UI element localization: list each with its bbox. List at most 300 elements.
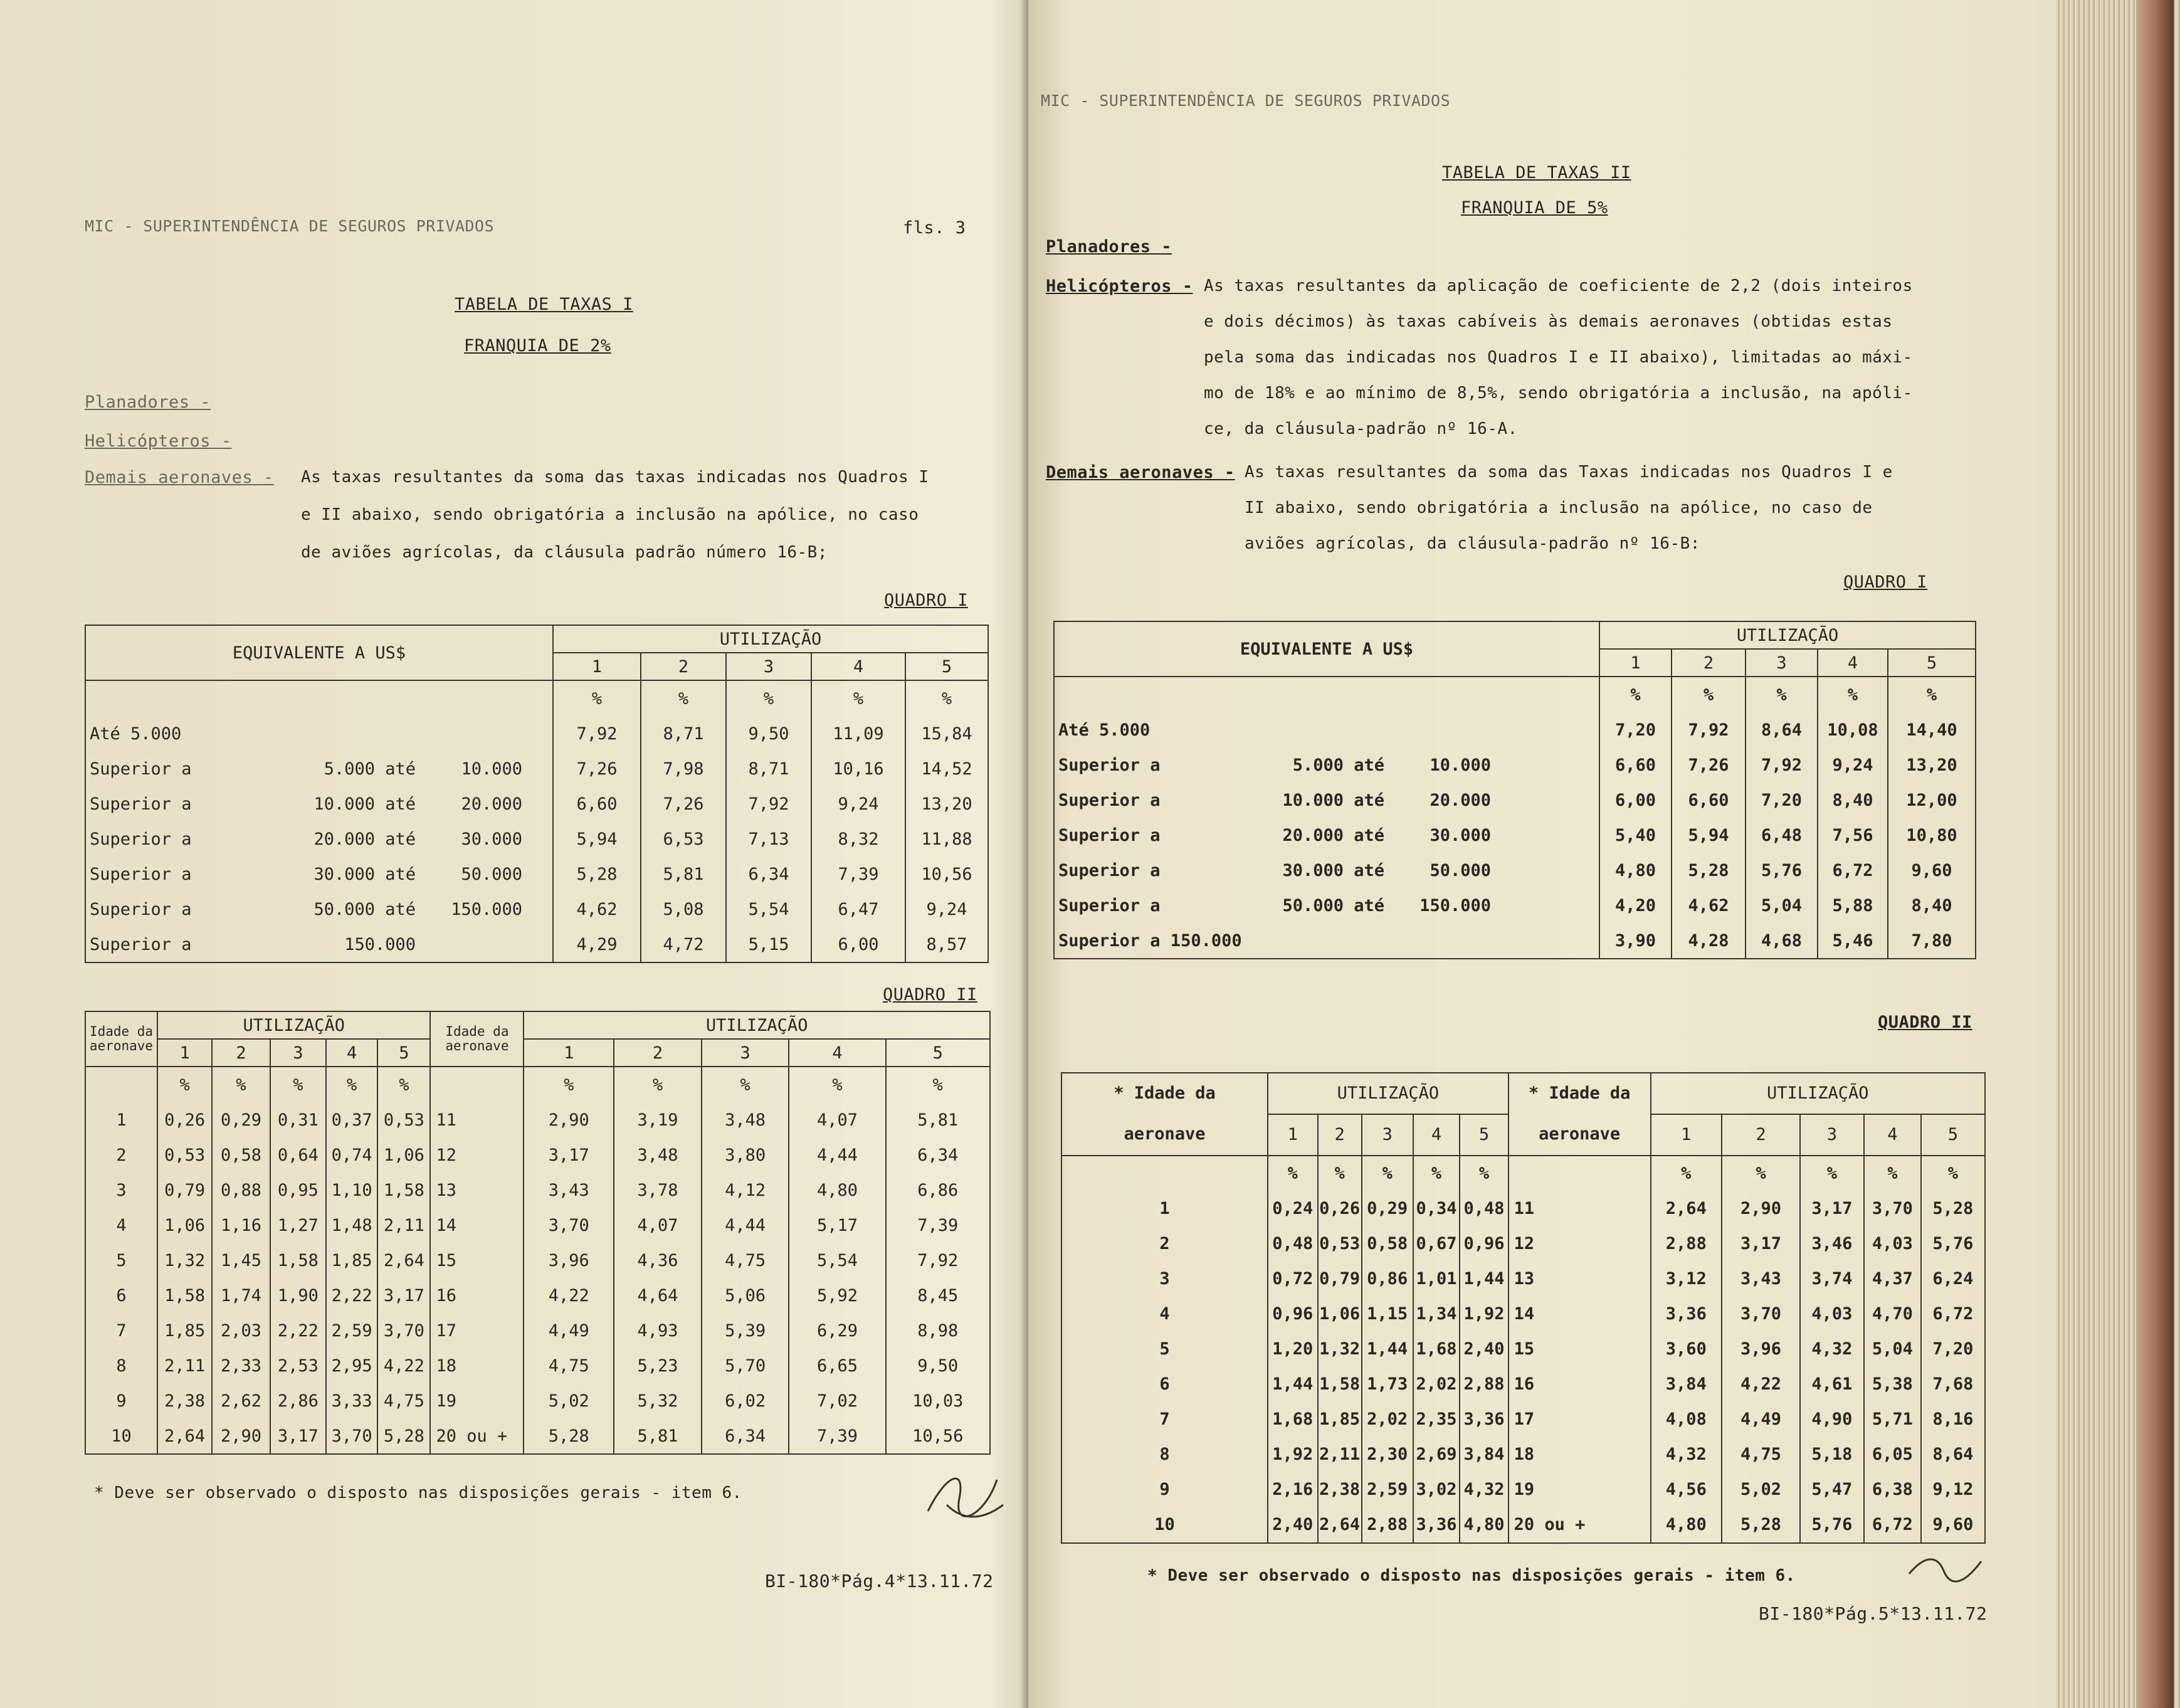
- book-cover-edge: [2136, 0, 2174, 1708]
- rate-cell: 1,48: [326, 1208, 377, 1243]
- rate-cell: 3,96: [524, 1243, 614, 1278]
- range-label-cell: [85, 716, 553, 751]
- left-quadro-2-label: QUADRO II: [883, 985, 977, 1004]
- table-row: [1061, 1507, 1985, 1543]
- rate-cell: 0,96: [1460, 1226, 1508, 1262]
- range-label-part: 5.000 até: [1292, 755, 1384, 775]
- rate-cell: 7,26: [641, 786, 726, 821]
- rate-cell: 1,10: [326, 1173, 377, 1208]
- rate-cell: 8,32: [811, 821, 905, 857]
- rate-cell: 3,43: [1722, 1262, 1800, 1297]
- rate-cell: 0,95: [270, 1173, 326, 1208]
- rate-cell: 7,02: [789, 1383, 885, 1418]
- left-footer: BI-180*Pág.4*13.11.72: [765, 1571, 994, 1591]
- left-folio: fls. 3: [903, 218, 966, 238]
- table-row: [85, 1313, 990, 1348]
- q2-util-header: UTILIZAÇÃO: [1268, 1073, 1509, 1114]
- rate-cell: 9,24: [811, 786, 905, 821]
- rate-cell: 4,32: [1800, 1332, 1864, 1367]
- rate-cell: 0,29: [1362, 1191, 1413, 1226]
- rate-cell: 3,36: [1460, 1402, 1508, 1437]
- rate-cell: 5,81: [641, 857, 726, 892]
- table-row: [85, 1348, 990, 1383]
- range-label-part: 150.000: [344, 934, 416, 954]
- rate-cell: 5,32: [614, 1383, 702, 1418]
- rate-cell: 5,40: [1599, 818, 1672, 853]
- q1-col-header: 5: [1888, 649, 1976, 677]
- rate-cell: 0,86: [1362, 1262, 1413, 1297]
- right-para1-line1: As taxas resultantes da aplicação de coeficiente de 2,2 (dois inteiros: [1204, 277, 1913, 295]
- rate-cell: 8,40: [1888, 888, 1976, 923]
- rate-cell: 2,11: [157, 1348, 212, 1383]
- age-cell: 15: [1509, 1332, 1651, 1367]
- rate-cell: 10,56: [905, 857, 988, 892]
- left-footnote: * Deve ser observado o disposto nas disposições gerais - item 6.: [94, 1484, 742, 1502]
- range-label-part: 50.000 até: [1282, 895, 1384, 915]
- right-page: [1028, 0, 2056, 1708]
- rate-cell: 4,32: [1651, 1437, 1722, 1472]
- table-row: [85, 1278, 990, 1313]
- rate-cell: 2,59: [1362, 1472, 1413, 1507]
- q2-col-header: 3: [1362, 1114, 1413, 1156]
- table-row: [85, 1173, 990, 1208]
- rate-cell: 5,54: [726, 892, 811, 927]
- q1-col-header: 3: [1746, 649, 1818, 677]
- age-cell: 9: [1061, 1472, 1268, 1507]
- rate-cell: 10,08: [1818, 712, 1888, 747]
- q2-col-header: 3: [702, 1039, 789, 1067]
- rate-cell: 9,60: [1888, 853, 1976, 888]
- rate-cell: 1,44: [1362, 1332, 1413, 1367]
- range-label-part: Superior a: [90, 864, 192, 884]
- rate-cell: 5,28: [1921, 1191, 1985, 1226]
- rate-cell: 6,00: [1599, 783, 1672, 818]
- percent-cell: %: [1413, 1156, 1460, 1191]
- age-cell: [430, 1067, 524, 1102]
- rate-cell: 8,98: [886, 1313, 990, 1348]
- range-label-part: Superior a: [90, 794, 192, 814]
- rate-cell: 1,44: [1268, 1367, 1317, 1402]
- rate-cell: 3,84: [1460, 1437, 1508, 1472]
- age-cell: 7: [85, 1313, 157, 1348]
- percent-cell: %: [1722, 1156, 1800, 1191]
- rate-cell: 2,22: [270, 1313, 326, 1348]
- range-label-part: 30.000 até: [1282, 860, 1384, 880]
- q2-age-header-line1: * Idade da: [1114, 1083, 1216, 1103]
- rate-cell: 3,78: [614, 1173, 702, 1208]
- rate-cell: 2,16: [1268, 1472, 1317, 1507]
- age-cell: 7: [1061, 1402, 1268, 1437]
- age-cell: 8: [85, 1348, 157, 1383]
- rate-cell: 7,26: [553, 751, 641, 786]
- rate-cell: 8,16: [1921, 1402, 1985, 1437]
- rate-cell: 8,64: [1921, 1437, 1985, 1472]
- rate-cell: 3,70: [326, 1418, 377, 1454]
- rate-cell: 5,94: [1672, 818, 1746, 853]
- q2-col-header: 4: [789, 1039, 885, 1067]
- q2-col-header: 2: [614, 1039, 702, 1067]
- rate-cell: 0,67: [1413, 1226, 1460, 1262]
- rate-cell: 1,85: [1318, 1402, 1362, 1437]
- q2-col-header: 1: [1651, 1114, 1722, 1156]
- rate-cell: 0,29: [212, 1102, 270, 1137]
- rate-cell: 6,24: [1921, 1262, 1985, 1297]
- rate-cell: 1,45: [212, 1243, 270, 1278]
- rate-cell: 3,43: [524, 1173, 614, 1208]
- range-label-cell: [85, 892, 553, 927]
- rate-cell: 7,26: [1672, 747, 1746, 783]
- rate-cell: 2,90: [212, 1418, 270, 1454]
- rate-cell: 1,68: [1413, 1332, 1460, 1367]
- percent-cell: %: [614, 1067, 702, 1102]
- rate-cell: 1,85: [326, 1243, 377, 1278]
- rate-cell: 1,01: [1413, 1262, 1460, 1297]
- rate-cell: 2,88: [1460, 1367, 1508, 1402]
- right-quadro-2-label: QUADRO II: [1878, 1013, 1972, 1032]
- range-label-part: 150.000: [451, 899, 522, 919]
- rate-cell: 3,70: [377, 1313, 430, 1348]
- rate-cell: 10,16: [811, 751, 905, 786]
- rate-cell: 9,24: [905, 892, 988, 927]
- range-label-part: Superior a: [90, 829, 192, 849]
- range-label-part: Superior a: [90, 934, 192, 954]
- q2-col-header: 4: [1413, 1114, 1460, 1156]
- rate-cell: 4,29: [553, 927, 641, 962]
- age-cell: 18: [430, 1348, 524, 1383]
- table-row: [1061, 1262, 1985, 1297]
- rate-cell: 5,81: [886, 1102, 990, 1137]
- left-title: TABELA DE TAXAS I: [455, 295, 633, 314]
- rate-cell: 1,58: [270, 1243, 326, 1278]
- rate-cell: 0,72: [1268, 1262, 1317, 1297]
- rate-cell: 7,92: [886, 1243, 990, 1278]
- age-cell: [1061, 1156, 1268, 1191]
- rate-cell: 7,20: [1746, 783, 1818, 818]
- rate-cell: 4,56: [1651, 1472, 1722, 1507]
- rate-cell: 3,46: [1800, 1226, 1864, 1262]
- table-row: [1061, 1191, 1985, 1226]
- right-quadro-2-table: [1061, 1072, 1986, 1544]
- rate-cell: 6,72: [1818, 853, 1888, 888]
- rate-cell: 2,38: [157, 1383, 212, 1418]
- range-label-part: 10.000: [461, 759, 522, 779]
- range-label-cell: [1054, 888, 1599, 923]
- table-row: [85, 1383, 990, 1418]
- rate-cell: 1,74: [212, 1278, 270, 1313]
- age-cell: 16: [1509, 1367, 1651, 1402]
- left-para-line1: As taxas resultantes da soma das taxas indicadas nos Quadros I: [301, 468, 929, 487]
- percent-cell: %: [212, 1067, 270, 1102]
- age-cell: 10: [85, 1418, 157, 1454]
- rate-cell: 4,22: [377, 1348, 430, 1383]
- rate-cell: 6,34: [886, 1137, 990, 1173]
- range-label-part: Até 5.000: [90, 724, 182, 744]
- left-page: [0, 0, 1028, 1708]
- right-cat-demais: Demais aeronaves -: [1046, 463, 1235, 482]
- range-label-cell: [85, 786, 553, 821]
- rate-cell: 5,02: [524, 1383, 614, 1418]
- rate-cell: 5,04: [1864, 1332, 1921, 1367]
- age-cell: 12: [1509, 1226, 1651, 1262]
- q1-equiv-header: EQUIVALENTE A US$: [1054, 621, 1599, 677]
- rate-cell: 2,95: [326, 1348, 377, 1383]
- q2-col-header: 1: [157, 1039, 212, 1067]
- rate-cell: 4,07: [789, 1102, 885, 1137]
- rate-cell: 0,34: [1413, 1191, 1460, 1226]
- rate-cell: 5,28: [1672, 853, 1746, 888]
- age-cell: 12: [430, 1137, 524, 1173]
- rate-cell: 6,86: [886, 1173, 990, 1208]
- right-title: TABELA DE TAXAS II: [1442, 163, 1631, 182]
- range-label-cell: [85, 857, 553, 892]
- left-cat-demais: Demais aeronaves -: [85, 468, 274, 487]
- rate-cell: 5,28: [1722, 1507, 1800, 1543]
- rate-cell: 3,33: [326, 1383, 377, 1418]
- percent-cell: %: [641, 680, 726, 716]
- rate-cell: 14,52: [905, 751, 988, 786]
- percent-cell: %: [270, 1067, 326, 1102]
- left-quadro-1-label: QUADRO I: [884, 591, 969, 610]
- table-row: [1054, 747, 1976, 783]
- table-row: [85, 751, 988, 786]
- age-cell: 5: [85, 1243, 157, 1278]
- rate-cell: 2,03: [212, 1313, 270, 1348]
- q2-col-header: 1: [1268, 1114, 1317, 1156]
- left-cat-planadores: Planadores -: [85, 393, 211, 412]
- range-label-part: 20.000: [461, 794, 522, 814]
- rate-cell: 8,71: [726, 751, 811, 786]
- rate-cell: 3,36: [1413, 1507, 1460, 1543]
- label-cell: [1054, 677, 1599, 712]
- table-row: [85, 1243, 990, 1278]
- rate-cell: 0,53: [157, 1137, 212, 1173]
- rate-cell: 1,06: [157, 1208, 212, 1243]
- rate-cell: 5,28: [553, 857, 641, 892]
- left-para-line3: de aviões agrícolas, da cláusula padrão número 16-B;: [301, 543, 828, 562]
- q1-util-header: UTILIZAÇÃO: [1599, 621, 1976, 649]
- range-label-part: Superior a: [1058, 755, 1161, 775]
- rate-cell: 1,16: [212, 1208, 270, 1243]
- rate-cell: 4,80: [1460, 1507, 1508, 1543]
- q1-col-header: 2: [1672, 649, 1746, 677]
- table-row: [1061, 1437, 1985, 1472]
- rate-cell: 4,62: [1672, 888, 1746, 923]
- range-label-part: 20.000 até: [1282, 825, 1384, 845]
- right-cat-helicopteros: Helicópteros -: [1046, 277, 1193, 296]
- percent-cell: %: [1800, 1156, 1864, 1191]
- rate-cell: 2,22: [326, 1278, 377, 1313]
- table-row: [85, 857, 988, 892]
- range-label-part: 150.000: [1419, 895, 1491, 915]
- rate-cell: 5,15: [726, 927, 811, 962]
- q2-col-header: 2: [1722, 1114, 1800, 1156]
- rate-cell: 6,38: [1864, 1472, 1921, 1507]
- percent-cell: %: [377, 1067, 430, 1102]
- right-para2-line1: As taxas resultantes da soma das Taxas indicadas nos Quadros I e: [1245, 463, 1893, 482]
- percent-row: [85, 680, 988, 716]
- rate-cell: 4,32: [1460, 1472, 1508, 1507]
- rate-cell: 7,98: [641, 751, 726, 786]
- q2-col-header: 4: [326, 1039, 377, 1067]
- percent-cell: %: [1746, 677, 1818, 712]
- right-quadro-1-table: [1053, 621, 1976, 959]
- table-row: [85, 892, 988, 927]
- rate-cell: 1,92: [1268, 1437, 1317, 1472]
- right-para1-line5: ce, da cláusula-padrão nº 16-A.: [1204, 419, 1518, 438]
- rate-cell: 0,64: [270, 1137, 326, 1173]
- rate-cell: 5,76: [1921, 1226, 1985, 1262]
- rate-cell: 4,75: [377, 1383, 430, 1418]
- q2-col-header: 5: [1460, 1114, 1508, 1156]
- age-cell: 3: [85, 1173, 157, 1208]
- age-cell: 16: [430, 1278, 524, 1313]
- table-row: [1054, 853, 1976, 888]
- rate-cell: 8,40: [1818, 783, 1888, 818]
- percent-cell: %: [1599, 677, 1672, 712]
- rate-cell: 1,90: [270, 1278, 326, 1313]
- age-cell: 13: [430, 1173, 524, 1208]
- rate-cell: 15,84: [905, 716, 988, 751]
- rate-cell: 0,88: [212, 1173, 270, 1208]
- rate-cell: 7,39: [886, 1208, 990, 1243]
- range-label-part: 20.000: [1430, 790, 1491, 810]
- age-cell: 14: [1509, 1297, 1651, 1332]
- rate-cell: 6,60: [1672, 783, 1746, 818]
- age-cell: 6: [1061, 1367, 1268, 1402]
- table-row: [1054, 712, 1976, 747]
- rate-cell: 3,70: [1722, 1297, 1800, 1332]
- rate-cell: 4,12: [702, 1173, 789, 1208]
- signature-mark: [1906, 1549, 1988, 1593]
- q2-col-header: 4: [1864, 1114, 1921, 1156]
- range-label-part: Superior a: [1058, 860, 1161, 880]
- table-row: [1054, 888, 1976, 923]
- right-cat-planadores: Planadores -: [1046, 237, 1172, 256]
- range-label-part: 50.000: [1430, 860, 1491, 880]
- range-label-cell: [85, 927, 553, 962]
- age-cell: 4: [85, 1208, 157, 1243]
- age-cell: 11: [430, 1102, 524, 1137]
- rate-cell: 2,30: [1362, 1437, 1413, 1472]
- q2-age-header-line2: aeronave: [1539, 1124, 1621, 1144]
- percent-cell: %: [1672, 677, 1746, 712]
- rate-cell: 3,70: [524, 1208, 614, 1243]
- rate-cell: 4,70: [1864, 1297, 1921, 1332]
- rate-cell: 5,18: [1800, 1437, 1864, 1472]
- right-footnote: * Deve ser observado o disposto nas disposições gerais - item 6.: [1147, 1566, 1796, 1585]
- rate-cell: 4,08: [1651, 1402, 1722, 1437]
- rate-cell: 6,34: [726, 857, 811, 892]
- q2-util-header: UTILIZAÇÃO: [1651, 1073, 1985, 1114]
- rate-cell: 0,96: [1268, 1297, 1317, 1332]
- rate-cell: 0,24: [1268, 1191, 1317, 1226]
- right-para1-line3: pela soma das indicadas nos Quadros I e II abaixo), limitadas ao máxi-: [1204, 348, 1913, 367]
- rate-cell: 7,92: [1746, 747, 1818, 783]
- rate-cell: 0,48: [1268, 1226, 1317, 1262]
- rate-cell: 5,39: [702, 1313, 789, 1348]
- rate-cell: 8,57: [905, 927, 988, 962]
- rate-cell: 5,02: [1722, 1472, 1800, 1507]
- rate-cell: 1,27: [270, 1208, 326, 1243]
- rate-cell: 4,03: [1800, 1297, 1864, 1332]
- table-row: [85, 786, 988, 821]
- q2-col-header: 3: [270, 1039, 326, 1067]
- rate-cell: 9,60: [1921, 1507, 1985, 1543]
- q2-col-header: 1: [524, 1039, 614, 1067]
- q1-util-header: UTILIZAÇÃO: [553, 625, 988, 653]
- range-label-part: Superior a: [1058, 790, 1161, 810]
- left-quadro-1-table: [85, 625, 989, 963]
- q2-col-header: 5: [886, 1039, 990, 1067]
- table-row: [85, 927, 988, 962]
- q1-col-header: 3: [726, 653, 811, 680]
- rate-cell: 3,02: [1413, 1472, 1460, 1507]
- rate-cell: 2,90: [1722, 1191, 1800, 1226]
- rate-cell: 0,58: [1362, 1226, 1413, 1262]
- q1-col-header: 5: [905, 653, 988, 680]
- rate-cell: 2,90: [524, 1102, 614, 1137]
- age-cell: [1509, 1156, 1651, 1191]
- age-cell: 10: [1061, 1507, 1268, 1543]
- rate-cell: 5,28: [524, 1418, 614, 1454]
- age-cell: 3: [1061, 1262, 1268, 1297]
- range-label-part: 30.000: [1430, 825, 1491, 845]
- rate-cell: 3,90: [1599, 923, 1672, 959]
- rate-cell: 4,07: [614, 1208, 702, 1243]
- rate-cell: 6,47: [811, 892, 905, 927]
- rate-cell: 4,28: [1672, 923, 1746, 959]
- rate-cell: 5,08: [641, 892, 726, 927]
- percent-cell: %: [1318, 1156, 1362, 1191]
- rate-cell: 1,58: [157, 1278, 212, 1313]
- rate-cell: 9,50: [726, 716, 811, 751]
- rate-cell: 5,38: [1864, 1367, 1921, 1402]
- rate-cell: 4,64: [614, 1278, 702, 1313]
- rate-cell: 2,88: [1362, 1507, 1413, 1543]
- right-para1-line4: mo de 18% e ao mínimo de 8,5%, sendo obrigatória a inclusão, na apóli-: [1204, 384, 1913, 403]
- table-row: [1054, 818, 1976, 853]
- rate-cell: 1,73: [1362, 1367, 1413, 1402]
- rate-cell: 5,28: [377, 1418, 430, 1454]
- age-cell: 18: [1509, 1437, 1651, 1472]
- rate-cell: 1,34: [1413, 1297, 1460, 1332]
- rate-cell: 5,71: [1864, 1402, 1921, 1437]
- label-cell: [85, 680, 553, 716]
- range-label-part: 5.000 até: [324, 759, 416, 779]
- rate-cell: 3,48: [702, 1102, 789, 1137]
- rate-cell: 7,92: [553, 716, 641, 751]
- rate-cell: 2,11: [377, 1208, 430, 1243]
- rate-cell: 10,56: [886, 1418, 990, 1454]
- rate-cell: 1,68: [1268, 1402, 1317, 1437]
- rate-cell: 7,92: [1672, 712, 1746, 747]
- rate-cell: 5,06: [702, 1278, 789, 1313]
- rate-cell: 1,32: [157, 1243, 212, 1278]
- rate-cell: 3,17: [270, 1418, 326, 1454]
- rate-cell: 2,62: [212, 1383, 270, 1418]
- rate-cell: 0,26: [1318, 1191, 1362, 1226]
- rate-cell: 5,70: [702, 1348, 789, 1383]
- age-cell: 9: [85, 1383, 157, 1418]
- age-cell: 20 ou +: [1509, 1507, 1651, 1543]
- percent-cell: %: [811, 680, 905, 716]
- table-row: [1061, 1297, 1985, 1332]
- rate-cell: 3,84: [1651, 1367, 1722, 1402]
- q2-col-header: 2: [212, 1039, 270, 1067]
- q2-age-header: [1509, 1073, 1651, 1156]
- rate-cell: 0,79: [1318, 1262, 1362, 1297]
- rate-cell: 3,48: [614, 1137, 702, 1173]
